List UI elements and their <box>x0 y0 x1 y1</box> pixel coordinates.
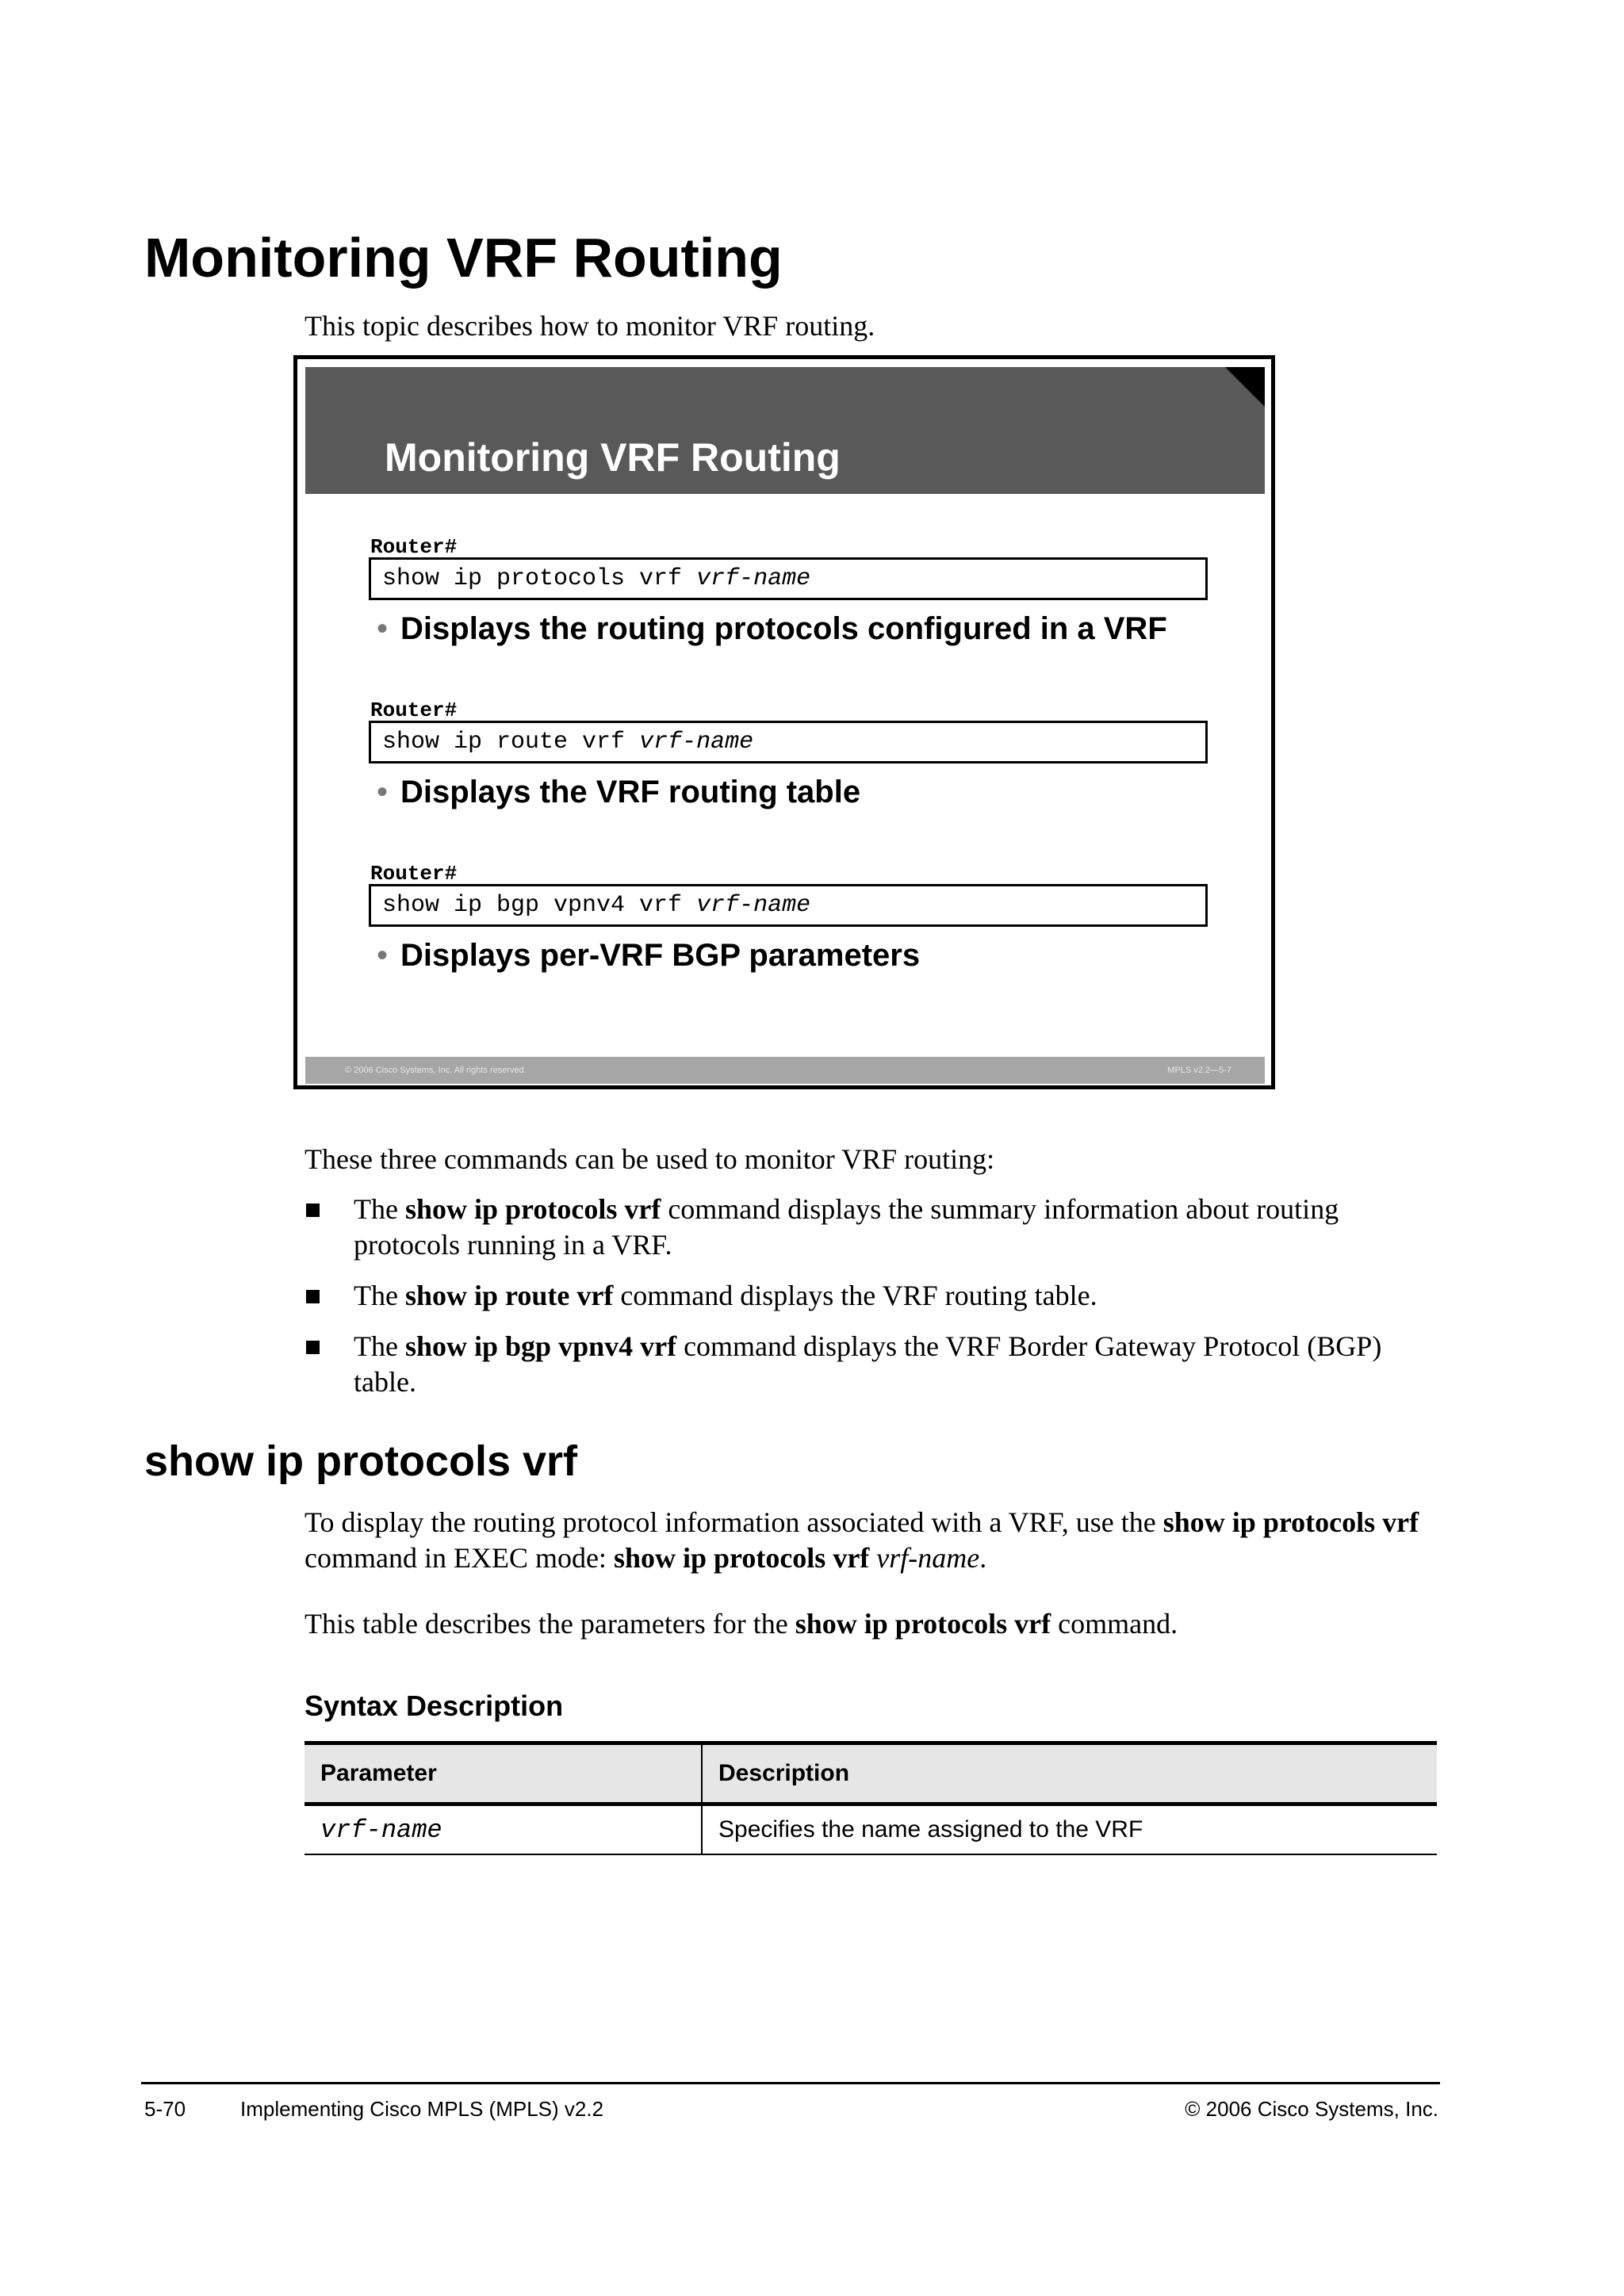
table-cell-description: Specifies the name assigned to the VRF <box>702 1804 1437 1855</box>
table-cell-parameter: vrf-name <box>320 1815 442 1845</box>
column-header-parameter: Parameter <box>304 1743 702 1804</box>
paragraph-text: command. <box>1051 1608 1178 1640</box>
command-text: show ip route vrf <box>382 729 640 756</box>
slide-bullet-text: Displays the VRF routing table <box>400 775 861 809</box>
command-box <box>369 557 1208 600</box>
slide-footer-code: MPLS v2.2—5-7 <box>1167 1066 1231 1075</box>
footer-rule <box>141 2082 1440 2084</box>
paragraph-command: show ip protocols vrf <box>613 1542 870 1574</box>
section-paragraph <box>304 1606 1431 1642</box>
paragraph-command: show ip protocols vrf <box>1162 1506 1419 1538</box>
paragraph-text: This table describes the parameters for the <box>304 1608 795 1640</box>
paragraph-space <box>869 1542 876 1574</box>
list-item-text: The <box>354 1280 405 1311</box>
command-box <box>369 721 1208 763</box>
bullet-dot-icon: • <box>377 775 389 809</box>
list-item <box>304 1278 1431 1314</box>
syntax-heading: Syntax Description <box>304 1689 564 1722</box>
intro-text: This topic describes how to monitor VRF routing. <box>304 310 875 342</box>
command-text: show ip protocols vrf <box>382 565 697 592</box>
paragraph-text: . <box>979 1542 987 1574</box>
list-item-command: show ip route vrf <box>404 1280 614 1311</box>
router-prompt: Router# <box>370 862 458 886</box>
bullet-dot-icon: • <box>377 938 389 973</box>
list-item-command: show ip bgp vpnv4 vrf <box>404 1330 677 1362</box>
slide-header <box>305 367 1265 494</box>
footer-page-number: 5-70 <box>144 2097 186 2121</box>
footer-copyright: © 2006 Cisco Systems, Inc. <box>1185 2097 1438 2121</box>
slide-footer <box>305 1057 1265 1084</box>
paragraph-command: show ip protocols vrf <box>795 1608 1051 1640</box>
table-header-row <box>304 1743 1437 1804</box>
command-arg: vrf-name <box>696 565 811 592</box>
slide-bullet <box>377 936 920 974</box>
command-list <box>304 1192 1431 1415</box>
square-bullet-icon <box>306 1341 320 1354</box>
slide-corner-mark <box>1225 367 1265 407</box>
section-heading: show ip protocols vrf <box>144 1437 578 1485</box>
slide-footer-copyright: © 2006 Cisco Systems, Inc. All rights reserved. <box>345 1066 527 1075</box>
command-box <box>369 884 1208 927</box>
list-item <box>304 1192 1431 1263</box>
command-arg: vrf-name <box>696 892 811 919</box>
footer-course-title: Implementing Cisco MPLS (MPLS) v2.2 <box>240 2097 604 2121</box>
slide-title: Monitoring VRF Routing <box>385 435 841 480</box>
bullet-dot-icon: • <box>377 611 389 646</box>
list-item-text: command displays the VRF Border Gateway Protocol (BGP) table. <box>354 1330 1382 1398</box>
slide-bullet <box>377 610 1167 648</box>
square-bullet-icon <box>306 1203 320 1217</box>
list-item <box>304 1329 1431 1400</box>
command-text: show ip bgp vpnv4 vrf <box>382 892 697 919</box>
slide <box>293 355 1275 1089</box>
syntax-table <box>304 1741 1437 1855</box>
list-item-text: The <box>354 1193 405 1225</box>
page-title: Monitoring VRF Routing <box>144 227 783 289</box>
table-row <box>304 1804 1437 1855</box>
router-prompt: Router# <box>370 698 458 722</box>
list-item-text: command displays the VRF routing table. <box>613 1280 1097 1311</box>
slide-bullet-text: Displays the routing protocols configured in a VRF <box>400 611 1167 646</box>
paragraph-argument: vrf-name <box>876 1542 980 1574</box>
slide-bullet <box>377 773 860 811</box>
router-prompt: Router# <box>370 535 458 559</box>
list-item-text: The <box>354 1330 405 1362</box>
body-lead: These three commands can be used to monitor VRF routing: <box>304 1143 995 1175</box>
square-bullet-icon <box>306 1290 320 1303</box>
paragraph-text: command in EXEC mode: <box>304 1542 614 1574</box>
paragraph-text: To display the routing protocol information associated with a VRF, use the <box>304 1506 1163 1538</box>
list-item-command: show ip protocols vrf <box>404 1193 661 1225</box>
list-item-text: command displays the summary information about routing protocols running in a VRF. <box>354 1193 1339 1261</box>
section-paragraph <box>304 1505 1431 1576</box>
column-header-description: Description <box>702 1743 1437 1804</box>
command-arg: vrf-name <box>639 729 754 756</box>
slide-bullet-text: Displays per-VRF BGP parameters <box>400 938 921 973</box>
